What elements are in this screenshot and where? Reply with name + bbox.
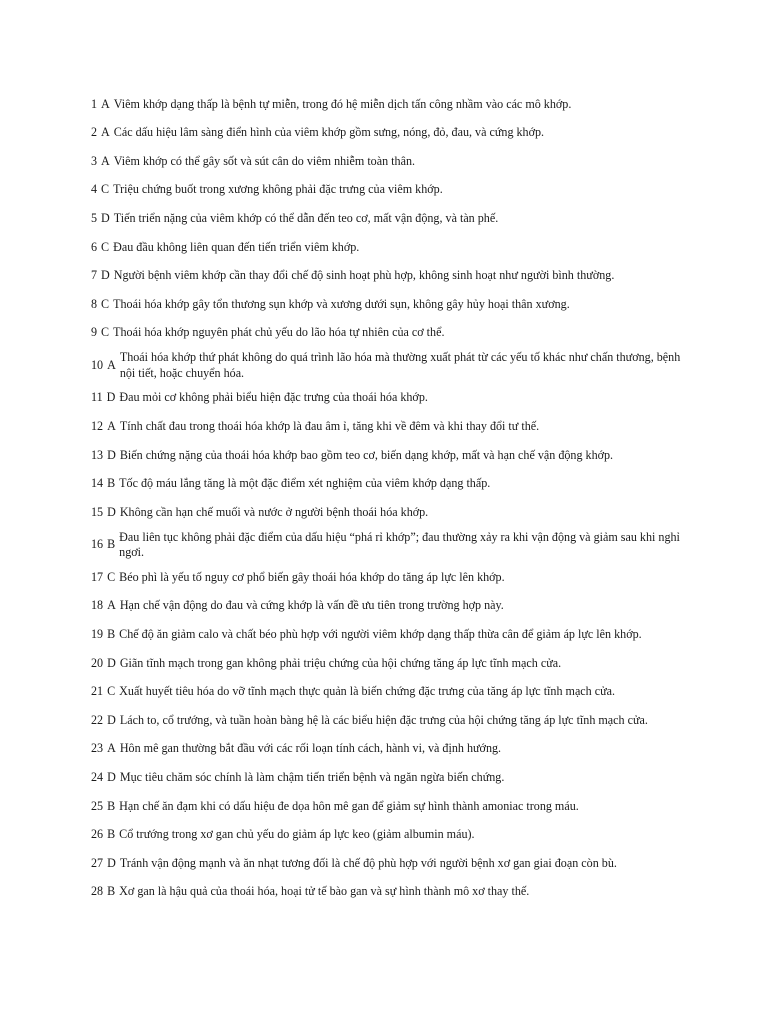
answer-letter: D	[107, 855, 116, 870]
answer-row	[91, 763, 691, 792]
answer-explanation: Thoái hóa khớp thứ phát không do quá trình lão hóa mà thường xuất phát từ các yếu tố khác như chấn thương, bệnh nội tiết, hoặc chuyển hóa.	[119, 350, 681, 380]
answer-explanation: Viêm khớp dạng thấp là bệnh tự miễn, trong đó hệ miễn dịch tấn công nhầm vào các mô khớp.	[113, 96, 572, 111]
answer-number: 8	[91, 296, 98, 311]
answer-row	[91, 677, 691, 706]
answer-explanation: Béo phì là yếu tố nguy cơ phổ biến gây thoái hóa khớp do tăng áp lực lên khớp.	[119, 569, 505, 584]
answer-row	[91, 90, 691, 119]
answer-row	[91, 820, 691, 849]
answer-letter: A	[101, 96, 110, 111]
answer-row	[91, 147, 691, 176]
answer-explanation: Hạn chế vận động do đau và cứng khớp là vấn đề ưu tiên trong trường hợp này.	[119, 598, 504, 613]
answer-number: 26	[91, 827, 104, 842]
answer-row	[91, 119, 691, 148]
answer-row	[91, 563, 691, 592]
answer-letter: A	[101, 153, 110, 168]
answer-row	[91, 204, 691, 233]
answer-explanation: Các dấu hiệu lâm sàng điển hình của viêm khớp gồm sưng, nóng, đỏ, đau, và cứng khớp.	[113, 125, 545, 140]
answer-explanation: Biến chứng nặng của thoái hóa khớp bao gồm teo cơ, biến dạng khớp, mất và hạn chế vận động khớp.	[119, 447, 614, 462]
answer-explanation: Xuất huyết tiêu hóa do vỡ tĩnh mạch thực quản là biến chứng đặc trưng của tăng áp lực tĩnh mạch cửa.	[119, 684, 616, 699]
answer-row	[91, 412, 691, 441]
answer-row	[91, 706, 691, 735]
answer-row	[91, 441, 691, 470]
answer-letter: A	[101, 125, 110, 140]
answer-number: 16	[91, 537, 104, 552]
answer-number: 1	[91, 96, 98, 111]
answer-explanation: Chế độ ăn giảm calo và chất béo phù hợp với người viêm khớp dạng thấp thừa cân để giảm áp lực lên khớp.	[119, 626, 642, 641]
answer-row	[91, 792, 691, 821]
answer-row	[91, 290, 691, 319]
answer-row	[91, 498, 691, 527]
answer-number: 24	[91, 769, 104, 784]
answer-explanation: Tính chất đau trong thoái hóa khớp là đau âm ỉ, tăng khi về đêm và khi thay đổi tư thế.	[119, 419, 540, 434]
answer-number: 21	[91, 684, 104, 699]
answer-row	[91, 262, 691, 291]
answer-row	[91, 527, 691, 563]
answer-number: 10	[91, 357, 104, 372]
answer-row	[91, 384, 691, 413]
answer-number: 6	[91, 239, 98, 254]
answer-number: 25	[91, 798, 104, 813]
answer-letter: D	[107, 712, 116, 727]
answer-letter: B	[107, 476, 116, 491]
answer-row	[91, 735, 691, 764]
answer-letter: C	[101, 239, 110, 254]
answer-number: 13	[91, 447, 104, 462]
answer-letter: D	[107, 655, 116, 670]
answer-explanation: Hạn chế ăn đạm khi có dấu hiệu đe dọa hôn mê gan để giảm sự hình thành amoniac trong máu.	[119, 798, 579, 813]
answer-number: 20	[91, 655, 104, 670]
answer-letter: A	[107, 741, 116, 756]
answer-explanation: Tránh vận động mạnh và ăn nhạt tương đối là chế độ phù hợp với người bệnh xơ gan giai đoạn còn bù.	[119, 855, 617, 870]
answer-explanation: Thoái hóa khớp gây tổn thương sụn khớp và xương dưới sụn, không gây hủy hoại thân xương.	[113, 296, 570, 311]
answer-letter: B	[107, 626, 116, 641]
answer-letter: C	[101, 182, 110, 197]
answer-explanation: Giãn tĩnh mạch trong gan không phải triệu chứng của hội chứng tăng áp lực tĩnh mạch cửa.	[119, 655, 562, 670]
answer-row	[91, 176, 691, 205]
answer-explanation: Lách to, cổ trướng, và tuần hoàn bàng hệ là các biểu hiện đặc trưng của hội chứng tăng áp lực tĩnh mạch cửa.	[119, 712, 648, 727]
answer-number: 9	[91, 325, 98, 340]
answer-letter: C	[101, 325, 110, 340]
answer-letter: B	[107, 884, 116, 899]
answer-explanation: Tiến triển nặng của viêm khớp có thể dẫn đến teo cơ, mất vận động, và tàn phế.	[113, 211, 499, 226]
answer-row	[91, 649, 691, 678]
answer-explanation: Cổ trướng trong xơ gan chủ yếu do giảm áp lực keo (giảm albumin máu).	[119, 827, 475, 842]
answer-number: 19	[91, 626, 104, 641]
answer-explanation: Tốc độ máu lắng tăng là một đặc điểm xét nghiệm của viêm khớp dạng thấp.	[119, 476, 491, 491]
answer-explanation: Hôn mê gan thường bắt đầu với các rối loạn tính cách, hành vi, và định hướng.	[119, 741, 502, 756]
answer-number: 7	[91, 268, 98, 283]
answer-letter: D	[107, 504, 116, 519]
answer-row	[91, 849, 691, 878]
answer-number: 27	[91, 855, 104, 870]
answer-number: 22	[91, 712, 104, 727]
answer-letter: C	[107, 684, 116, 699]
answer-letter: B	[107, 798, 116, 813]
answer-number: 14	[91, 476, 104, 491]
answer-number: 18	[91, 598, 104, 613]
answer-row	[91, 233, 691, 262]
answer-row	[91, 347, 691, 383]
answer-number: 11	[91, 390, 103, 405]
answer-letter: A	[107, 419, 116, 434]
answer-letter: B	[107, 537, 116, 552]
answer-letter: D	[107, 769, 116, 784]
answer-number: 2	[91, 125, 98, 140]
answer-explanation: Triệu chứng buốt trong xương không phải đặc trưng của viêm khớp.	[113, 182, 443, 197]
answer-row	[91, 470, 691, 499]
answer-letter: D	[101, 211, 110, 226]
answer-number: 15	[91, 504, 104, 519]
answer-number: 3	[91, 153, 98, 168]
answer-letter: C	[101, 296, 110, 311]
answer-letter: D	[101, 268, 110, 283]
answer-row	[91, 319, 691, 348]
answer-explanation: Không cần hạn chế muối và nước ở người bệnh thoái hóa khớp.	[119, 504, 429, 519]
answer-explanation: Mục tiêu chăm sóc chính là làm chậm tiến triển bệnh và ngăn ngừa biến chứng.	[119, 769, 505, 784]
answer-number: 28	[91, 884, 104, 899]
answer-explanation: Đau liên tục không phải đặc điểm của dấu hiệu “phá rỉ khớp”; đau thường xảy ra khi vận động và giảm sau khi nghỉ ngơi.	[119, 529, 680, 559]
answer-row	[91, 878, 691, 907]
answer-letter: D	[106, 390, 116, 405]
answer-number: 23	[91, 741, 104, 756]
answer-explanation: Đau đầu không liên quan đến tiến triển viêm khớp.	[113, 239, 360, 254]
answer-explanation: Đau mỏi cơ không phải biểu hiện đặc trưng của thoái hóa khớp.	[119, 390, 428, 405]
answer-row	[91, 592, 691, 621]
answer-explanation: Thoái hóa khớp nguyên phát chủ yếu do lão hóa tự nhiên của cơ thể.	[113, 325, 445, 340]
answer-letter: A	[107, 357, 116, 372]
answer-number: 12	[91, 419, 104, 434]
answer-number: 17	[91, 569, 104, 584]
answer-letter: C	[107, 569, 116, 584]
answer-explanation: Viêm khớp có thể gây sốt và sút cân do viêm nhiễm toàn thân.	[113, 153, 416, 168]
answer-number: 5	[91, 211, 98, 226]
answer-letter: D	[107, 447, 116, 462]
answer-row	[91, 620, 691, 649]
answer-explanation: Người bệnh viêm khớp cần thay đổi chế độ sinh hoạt phù hợp, không sinh hoạt như người bình thường.	[113, 268, 615, 283]
answer-explanation: Xơ gan là hậu quả của thoái hóa, hoại tử tế bào gan và sự hình thành mô xơ thay thế.	[119, 884, 530, 899]
answer-letter: B	[107, 827, 116, 842]
answer-letter: A	[107, 598, 116, 613]
answer-list	[91, 90, 691, 906]
answer-number: 4	[91, 182, 98, 197]
